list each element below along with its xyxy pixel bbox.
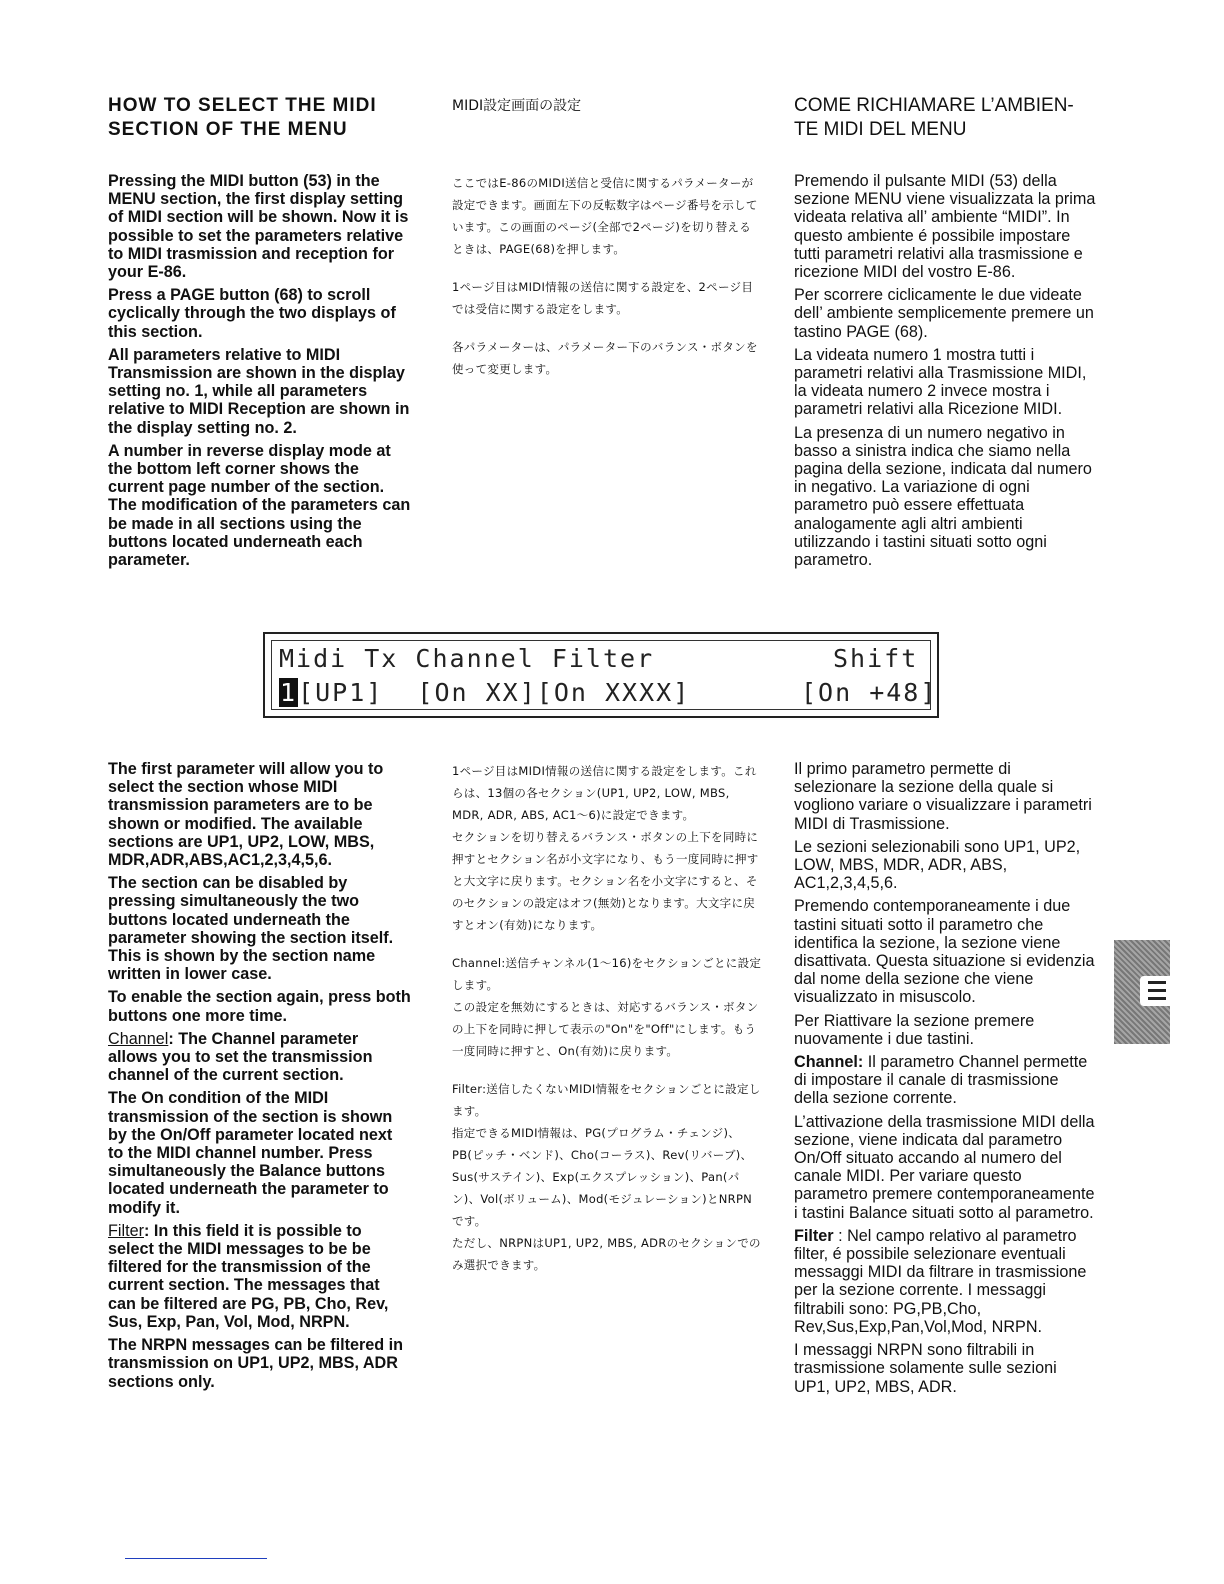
paragraph: The section can be disabled by pressing simultaneously the two buttons located underneath the parameter showing the section itself. This is shown by the section name written in lower case.	[108, 874, 394, 984]
intro-japanese-column	[452, 172, 762, 396]
paragraph-channel: Channel: The Channel parameter allows you to set the transmission channel of the current section.	[108, 1029, 373, 1085]
paragraph: Press a PAGE button (68) to scroll cyclically through the two displays of this section.	[108, 286, 396, 341]
paragraph: Premendo il pulsante MIDI (53) della sezione MENU viene visualizzata la prima videata relativa all’ ambiente “MIDI”. In questo ambiente é possibile impostare tutti parametri relativi alla trasmissione e ricezione MIDI del vostro E-86.	[794, 172, 1096, 282]
paragraph: 1ページ目はMIDI情報の送信に関する設定を、2ページ目では受信に関する設定をします。	[452, 280, 754, 316]
heading-ja: MIDI設定画面の設定	[452, 98, 582, 114]
paragraph: 指定できるMIDI情報は、PG(プログラム・チェンジ)、PB(ピッチ・ベンド)、Cho(コーラス)、Rev(リバーブ)、Sus(サステイン)、Exp(エクスプレッション)、Pan(パン)、Vol(ボリューム)、Mod(モジュレーション)とNRPNです。	[452, 1126, 753, 1228]
detail-italian-column	[794, 760, 1096, 1401]
lcd-display	[263, 632, 939, 718]
filter-label: Filter	[794, 1226, 834, 1245]
footer-rule	[125, 1558, 267, 1559]
paragraph: Per scorrere ciclicamente le due videate dell’ ambiente semplicemente premere un tastino PAGE (68).	[794, 286, 1094, 341]
paragraph: この設定を無効にするときは、対応するバランス・ボタンの上下を同時に押して表示の"On"を"Off"にします。もう一度同時に押すと、On(有効)に戻ります。	[452, 1000, 759, 1058]
paragraph: 1ページ目はMIDI情報の送信に関する設定をします。これらは、13個の各セクション(UP1, UP2, LOW, MBS, MDR, ADR, ABS, AC1～6)に設定できます。	[452, 764, 757, 822]
paragraph: Pressing the MIDI button (53) in the MENU section, the first display setting of MIDI section will be shown. Now it is possible to set the parameters relative to MIDI trasmission and reception for your E-86.	[108, 172, 409, 282]
heading-en: HOW TO SELECT THE MIDI SECTION OF THE MENU	[108, 95, 377, 140]
paragraph: 各パラメーターは、パラメーター下のバランス・ボタンを使って変更します。	[452, 340, 758, 376]
paragraph: L’attivazione della trasmissione MIDI della sezione, viene indicata dal parametro On/Off situato accando al numero del canale MIDI. Per variare questo parametro premere contemporaneamente i tastini Balance situati sotto al parametro.	[794, 1112, 1095, 1222]
paragraph: La videata numero 1 mostra tutti i parametri relativi alla Trasmissione MIDI, la videata numero 2 invece mostra i parametri relativi alla Ricezione MIDI.	[794, 345, 1087, 419]
lcd-line2-params: [UP1] [On XX][On XXXX]	[298, 678, 691, 707]
lcd-line2-right: [On +48]	[801, 678, 938, 707]
paragraph: La presenza di un numero negativo in basso a sinistra indica che siamo nella pagina della sezione, indicata dal numero in negativo. La variazione di ogni parametro può essere effettuata analogamente agli altri ambienti utilizzando i tastini situati sotto ogni parametro.	[794, 423, 1092, 570]
e-section-tab-icon	[1114, 940, 1170, 1044]
lcd-page-cursor: 1	[280, 678, 298, 707]
filter-label: Filter	[108, 1221, 144, 1240]
lcd-line1-right: Shift	[833, 644, 919, 673]
paragraph: I messaggi NRPN sono filtrabili in trasmissione solamente sulle sezioni UP1, UP2, MBS, ADR.	[794, 1341, 1057, 1396]
detail-english-column	[108, 760, 412, 1396]
paragraph: The NRPN messages can be filtered in transmission on UP1, UP2, MBS, ADR sections only.	[108, 1336, 404, 1391]
paragraph: Le sezioni selezionabili sono UP1, UP2, LOW, MBS, MDR, ADR, ABS, AC1,2,3,4,5,6.	[794, 837, 1081, 893]
detail-japanese-column	[452, 760, 762, 1292]
paragraph: All parameters relative to MIDI Transmission are shown in the display setting no. 1, while all parameters relative to MIDI Reception are shown in the display setting no. 2.	[108, 345, 410, 437]
channel-label: Channel:	[794, 1053, 864, 1072]
paragraph-filter: Filter : Nel campo relativo al parametro filter, é possibile selezionare eventuali messaggi MIDI da filtrare in trasmissione per la sezione corrente. I messaggi filtrabili sono: PG,PB,Cho, Rev,Sus,Exp,Pan,Vol,Mod, NRPN.	[794, 1226, 1087, 1336]
paragraph: Premendo contemporaneamente i due tastini situati sotto il parametro che identifica la sezione, la sezione viene disattivata. Questa situazione si evidenzia dal nome della sezione che viene visualizzato in misuscolo.	[794, 897, 1095, 1007]
paragraph: A number in reverse display mode at the bottom left corner shows the current page number of the section. The modification of the parameters can be made in all sections using the buttons located underneath each parameter.	[108, 441, 411, 570]
paragraph: Filter:送信したくないMIDI情報をセクションごとに設定します。	[452, 1082, 761, 1118]
tab-letter-e-icon	[1140, 976, 1170, 1006]
channel-label: Channel	[108, 1029, 169, 1048]
paragraph: Il primo parametro permette di selezionare la sezione della quale si vogliono variare o visualizzare i parametri MIDI di Trasmissione.	[794, 760, 1092, 833]
paragraph: ここではE-86のMIDI送信と受信に関するパラメーターが設定できます。画面左下の反転数字はページ番号を示しています。この画面のページ(全部で2ページ)を切り替えるときは、PAGE(68)を押します。	[452, 176, 758, 256]
paragraph: The first parameter will allow you to select the section whose MIDI transmission parameters are to be shown or modified. The available sections are UP1, UP2, LOW, MBS, MDR,ADR,ABS,AC1,2,3,4,5,6.	[108, 760, 384, 870]
paragraph-channel: Channel: Il parametro Channel permette di impostare il canale di trasmissione della sezione corrente.	[794, 1053, 1088, 1108]
lcd-line2-left	[279, 678, 690, 707]
paragraph: セクションを切り替えるバランス・ボタンの上下を同時に押すとセクション名が小文字になり、もう一度同時に押すと大文字に戻ります。セクション名を小文字にすると、そのセクションの設定はオフ(無効)となります。大文字に戻すとオン(有効)になります。	[452, 830, 759, 932]
paragraph: ただし、NRPNはUP1, UP2, MBS, ADRのセクションでのみ選択できます。	[452, 1236, 761, 1272]
intro-italian-column	[794, 172, 1096, 574]
intro-english-column	[108, 172, 412, 574]
paragraph: Channel:送信チャンネル(1～16)をセクションごとに設定します。	[452, 956, 762, 992]
paragraph: The On condition of the MIDI transmission of the section is shown by the On/Off parameter located next to the MIDI channel number. Press simultaneously the Balance buttons located underneath the parameter to modify it.	[108, 1089, 393, 1217]
paragraph-filter: Filter: In this field it is possible to select the MIDI messages to be be filtered for the transmission of the current section. The messages that can be filtered are PG, PB, Cho, Rev, Sus, Exp, Pan, Vol, Mod, NRPN.	[108, 1221, 389, 1331]
lcd-line1-left: Midi Tx Channel Filter	[279, 644, 655, 673]
paragraph: Per Riattivare la sezione premere nuovamente i due tastini.	[794, 1011, 1035, 1048]
heading-it: COME RICHIAMARE L’AMBIEN-TE MIDI DEL MENU	[794, 95, 1074, 140]
paragraph: To enable the section again, press both buttons one more time.	[108, 988, 411, 1025]
